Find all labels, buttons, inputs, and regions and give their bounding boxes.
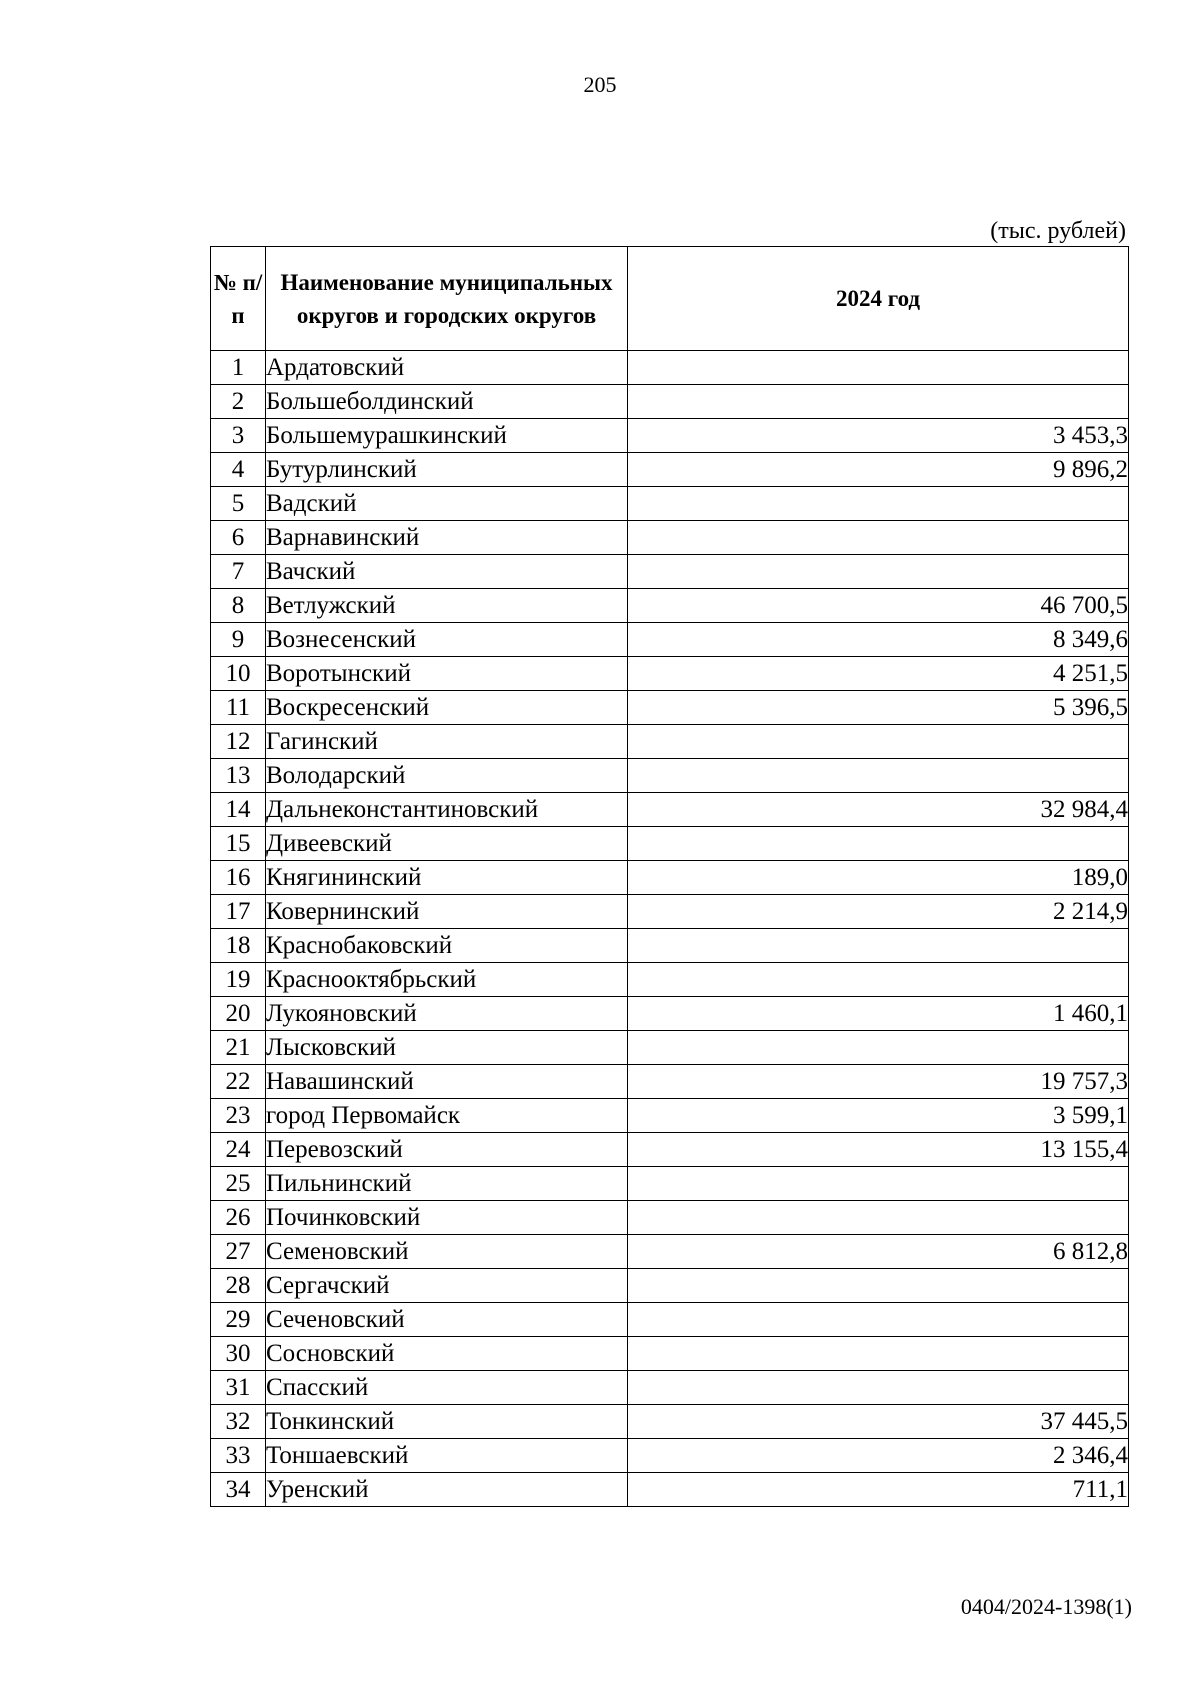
row-number: 28 (211, 1269, 266, 1303)
row-number: 15 (211, 827, 266, 861)
header-row (211, 247, 1129, 351)
table-row (211, 1133, 1129, 1167)
amount-2024 (628, 1303, 1129, 1337)
table-row (211, 997, 1129, 1031)
district-name: Ветлужский (266, 589, 628, 623)
amount-2024 (628, 1371, 1129, 1405)
row-number: 34 (211, 1473, 266, 1507)
table-row (211, 521, 1129, 555)
row-number: 14 (211, 793, 266, 827)
district-name: Вадский (266, 487, 628, 521)
district-name: Воскресенский (266, 691, 628, 725)
district-name: Пильнинский (266, 1167, 628, 1201)
amount-2024 (628, 521, 1129, 555)
table-row (211, 759, 1129, 793)
table-row (211, 691, 1129, 725)
amount-2024: 9 896,2 (628, 453, 1129, 487)
table-row (211, 895, 1129, 929)
table-row (211, 1167, 1129, 1201)
amount-2024: 37 445,5 (628, 1405, 1129, 1439)
table-body (211, 351, 1129, 1507)
district-name: Большемурашкинский (266, 419, 628, 453)
row-number: 8 (211, 589, 266, 623)
amount-2024: 8 349,6 (628, 623, 1129, 657)
district-name: Тоншаевский (266, 1439, 628, 1473)
district-name: город Первомайск (266, 1099, 628, 1133)
district-name: Сеченовский (266, 1303, 628, 1337)
row-number: 3 (211, 419, 266, 453)
row-number: 4 (211, 453, 266, 487)
amount-2024: 189,0 (628, 861, 1129, 895)
district-name: Починковский (266, 1201, 628, 1235)
amount-2024 (628, 725, 1129, 759)
amount-2024: 46 700,5 (628, 589, 1129, 623)
table-row (211, 929, 1129, 963)
amount-2024: 1 460,1 (628, 997, 1129, 1031)
table-row (211, 1201, 1129, 1235)
header-year: 2024 год (628, 247, 1129, 351)
row-number: 2 (211, 385, 266, 419)
row-number: 33 (211, 1439, 266, 1473)
amount-2024: 5 396,5 (628, 691, 1129, 725)
amount-2024 (628, 555, 1129, 589)
amount-2024: 2 214,9 (628, 895, 1129, 929)
header-name: Наименование муниципальных округов и городских округов (266, 247, 628, 351)
table-row (211, 1065, 1129, 1099)
district-name: Лукояновский (266, 997, 628, 1031)
row-number: 26 (211, 1201, 266, 1235)
table-row (211, 1303, 1129, 1337)
table-header (211, 247, 1129, 351)
allocation-table (210, 246, 1129, 1507)
table-row (211, 419, 1129, 453)
table-row (211, 827, 1129, 861)
row-number: 10 (211, 657, 266, 691)
row-number: 22 (211, 1065, 266, 1099)
table-row (211, 555, 1129, 589)
district-name: Семеновский (266, 1235, 628, 1269)
district-name: Ардатовский (266, 351, 628, 385)
row-number: 32 (211, 1405, 266, 1439)
amount-2024 (628, 1031, 1129, 1065)
district-name: Сергачский (266, 1269, 628, 1303)
row-number: 21 (211, 1031, 266, 1065)
amount-2024: 32 984,4 (628, 793, 1129, 827)
amount-2024: 6 812,8 (628, 1235, 1129, 1269)
district-name: Вознесенский (266, 623, 628, 657)
table-row (211, 725, 1129, 759)
table-row (211, 1031, 1129, 1065)
district-name: Гагинский (266, 725, 628, 759)
header-number: № п/п (211, 247, 266, 351)
row-number: 30 (211, 1337, 266, 1371)
amount-2024: 4 251,5 (628, 657, 1129, 691)
row-number: 7 (211, 555, 266, 589)
amount-2024: 2 346,4 (628, 1439, 1129, 1473)
table-row (211, 861, 1129, 895)
amount-2024: 13 155,4 (628, 1133, 1129, 1167)
document-code: 0404/2024-1398(1) (960, 1594, 1132, 1619)
table-row (211, 1235, 1129, 1269)
table-row (211, 963, 1129, 997)
row-number: 1 (211, 351, 266, 385)
district-name: Ковернинский (266, 895, 628, 929)
table-row (211, 1371, 1129, 1405)
district-name: Спасский (266, 1371, 628, 1405)
amount-2024 (628, 1269, 1129, 1303)
table-row (211, 1473, 1129, 1507)
district-name: Вачский (266, 555, 628, 589)
table-row (211, 793, 1129, 827)
amount-2024: 711,1 (628, 1473, 1129, 1507)
district-name: Бутурлинский (266, 453, 628, 487)
district-name: Уренский (266, 1473, 628, 1507)
row-number: 24 (211, 1133, 266, 1167)
units-note: (тыс. рублей) (990, 218, 1126, 244)
district-name: Княгининский (266, 861, 628, 895)
district-name: Лысковский (266, 1031, 628, 1065)
district-name: Навашинский (266, 1065, 628, 1099)
table-row (211, 453, 1129, 487)
amount-2024 (628, 963, 1129, 997)
district-name: Володарский (266, 759, 628, 793)
amount-2024 (628, 351, 1129, 385)
amount-2024 (628, 385, 1129, 419)
table-row (211, 487, 1129, 521)
district-name: Тонкинский (266, 1405, 628, 1439)
amount-2024 (628, 827, 1129, 861)
amount-2024: 3 599,1 (628, 1099, 1129, 1133)
page-number: 205 (583, 72, 617, 97)
district-name: Сосновский (266, 1337, 628, 1371)
row-number: 29 (211, 1303, 266, 1337)
district-name: Варнавинский (266, 521, 628, 555)
district-name: Перевозский (266, 1133, 628, 1167)
amount-2024 (628, 929, 1129, 963)
district-name: Дивеевский (266, 827, 628, 861)
row-number: 25 (211, 1167, 266, 1201)
district-name: Большеболдинский (266, 385, 628, 419)
table-row (211, 657, 1129, 691)
district-name: Краснобаковский (266, 929, 628, 963)
row-number: 6 (211, 521, 266, 555)
district-name: Краснооктябрьский (266, 963, 628, 997)
amount-2024 (628, 1337, 1129, 1371)
table-row (211, 589, 1129, 623)
table-row (211, 1337, 1129, 1371)
row-number: 12 (211, 725, 266, 759)
table-row (211, 1269, 1129, 1303)
row-number: 17 (211, 895, 266, 929)
row-number: 13 (211, 759, 266, 793)
table-row (211, 385, 1129, 419)
table-row (211, 1439, 1129, 1473)
row-number: 5 (211, 487, 266, 521)
row-number: 18 (211, 929, 266, 963)
amount-2024 (628, 487, 1129, 521)
table-row (211, 1099, 1129, 1133)
amount-2024 (628, 1167, 1129, 1201)
amount-2024 (628, 1201, 1129, 1235)
row-number: 11 (211, 691, 266, 725)
district-name: Воротынский (266, 657, 628, 691)
amount-2024 (628, 759, 1129, 793)
row-number: 31 (211, 1371, 266, 1405)
row-number: 19 (211, 963, 266, 997)
table-row (211, 623, 1129, 657)
row-number: 9 (211, 623, 266, 657)
row-number: 20 (211, 997, 266, 1031)
table-row (211, 351, 1129, 385)
amount-2024: 3 453,3 (628, 419, 1129, 453)
table-row (211, 1405, 1129, 1439)
row-number: 16 (211, 861, 266, 895)
district-name: Дальнеконстантиновский (266, 793, 628, 827)
row-number: 27 (211, 1235, 266, 1269)
row-number: 23 (211, 1099, 266, 1133)
amount-2024: 19 757,3 (628, 1065, 1129, 1099)
